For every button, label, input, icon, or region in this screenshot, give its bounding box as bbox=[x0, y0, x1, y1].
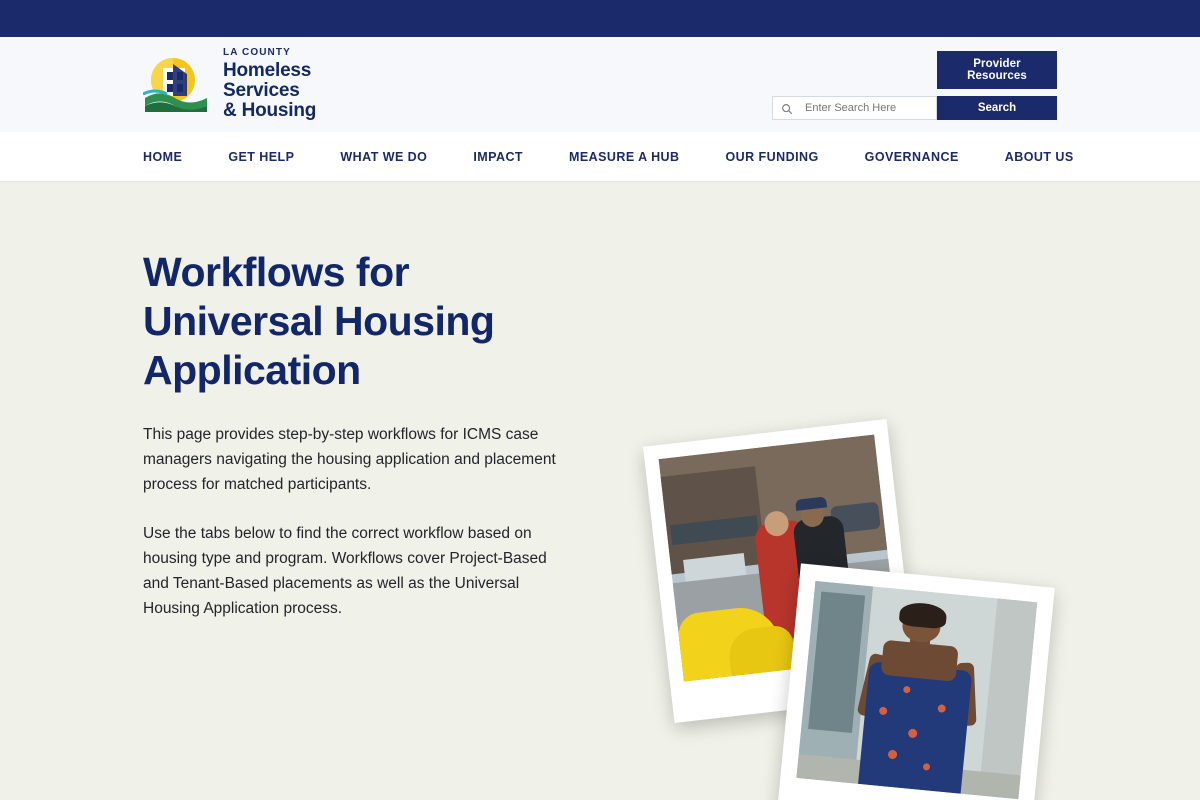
hero-section bbox=[0, 182, 1200, 800]
nav-item-governance[interactable]: GOVERNANCE bbox=[864, 149, 959, 164]
provider-resources-button[interactable]: Provider Resources bbox=[937, 51, 1057, 89]
hero-text-column bbox=[143, 248, 573, 621]
site-logo[interactable] bbox=[143, 48, 316, 120]
top-accent-bar bbox=[0, 0, 1200, 37]
nav-item-get-help[interactable]: GET HELP bbox=[228, 149, 295, 164]
logo-line-1: Homeless bbox=[223, 59, 312, 81]
logo-line-3: & Housing bbox=[223, 99, 317, 121]
nav-item-our-funding[interactable]: OUR FUNDING bbox=[725, 149, 819, 164]
search-button[interactable]: Search bbox=[937, 96, 1057, 120]
header-actions bbox=[772, 51, 1057, 120]
hero-paragraph-2: Use the tabs below to find the correct workflow based on housing type and program. Workflows cover Project-Based and Tenant-Based placements as well as the Universal Housing Application process. bbox=[143, 524, 547, 618]
hero-paragraph-1: This page provides step-by-step workflows for ICMS case managers navigating the housing application and placement process for matched participants. bbox=[143, 425, 556, 493]
search-bar bbox=[772, 96, 1057, 120]
nav-item-about-us[interactable]: ABOUT US bbox=[1004, 149, 1074, 164]
la-county-homeless-services-logo-icon bbox=[143, 54, 211, 116]
hero-photo-collage bbox=[648, 425, 1078, 800]
site-header bbox=[0, 37, 1200, 132]
logo-line-2: Services bbox=[223, 79, 300, 101]
nav-item-impact[interactable]: IMPACT bbox=[473, 149, 524, 164]
nav-item-what-we-do[interactable]: WHAT WE DO bbox=[340, 149, 428, 164]
page-title: Workflows for Universal Housing Application bbox=[143, 249, 495, 394]
nav-item-measure-a-hub[interactable]: MEASURE A HUB bbox=[569, 149, 680, 164]
search-icon bbox=[781, 102, 793, 114]
nav-item-home[interactable]: HOME bbox=[143, 149, 183, 164]
search-input[interactable] bbox=[793, 102, 936, 114]
photo-smiling-woman bbox=[776, 563, 1055, 800]
logo-kicker: LA COUNTY bbox=[223, 47, 291, 59]
logo-wordmark bbox=[223, 48, 316, 120]
main-navigation bbox=[0, 132, 1200, 182]
search-field-wrapper[interactable] bbox=[772, 96, 937, 120]
